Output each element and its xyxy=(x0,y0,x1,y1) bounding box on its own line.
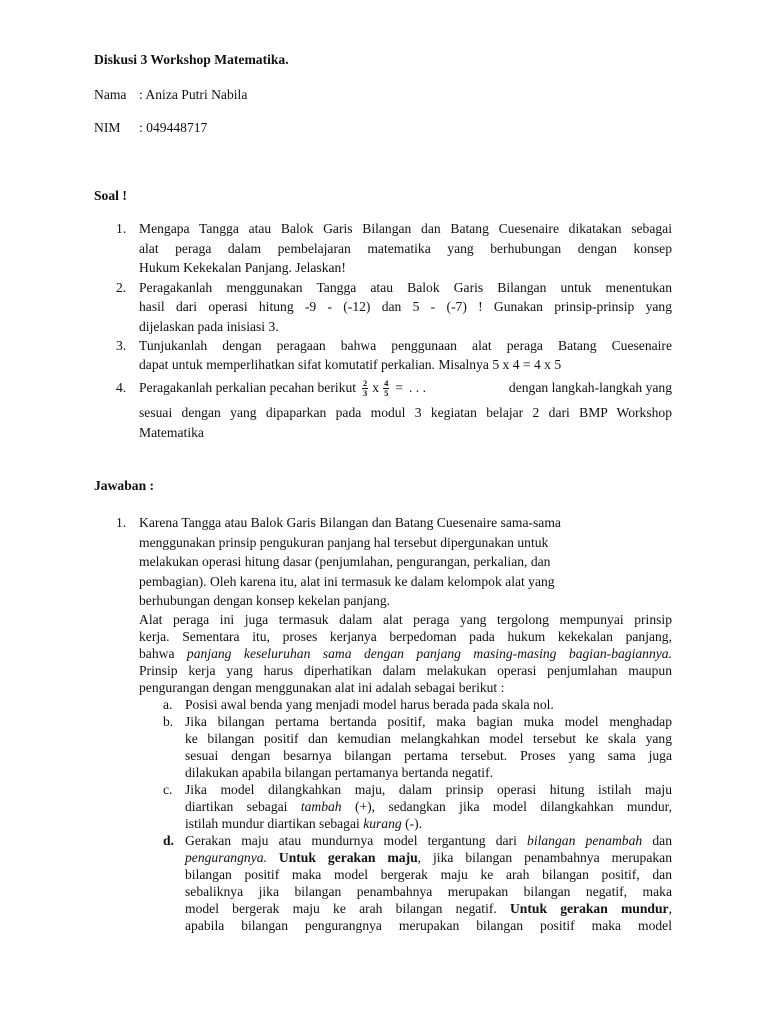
fraction-2-denominator: 5 xyxy=(384,387,389,398)
soal-1-line-1: Mengapa Tangga atau Balok Garis Bilangan dan Batang Cuesenaire dikatakan sebagai xyxy=(139,221,672,236)
sub-label-d: d. xyxy=(163,833,174,848)
soal-2-line-3: dijelaskan pada inisiasi 3. xyxy=(139,319,279,334)
soal-number-3: 3. xyxy=(116,338,127,353)
soal-number-2: 2. xyxy=(116,280,127,295)
para2-line-3-pre: bahwa xyxy=(139,646,187,661)
times-sign: x xyxy=(372,380,380,395)
jawaban-1-para2-line-1: Alat peraga ini juga termasuk dalam alat peraga yang tergolong mempunyai prinsip xyxy=(139,612,672,627)
sub-b-line-2: ke bilangan positif dan kemudian melangkahkan model tersebut ke skala yang xyxy=(185,731,672,746)
soal-4-line-2: sesuai dengan yang dipaparkan pada modul 3 kegiatan belajar 2 dari BMP Workshop xyxy=(139,405,672,420)
sub-c-line-3-italic: kurang xyxy=(363,816,402,831)
soal-number-4: 4. xyxy=(116,380,127,395)
sub-d-line-2-bold: Untuk gerakan maju xyxy=(266,850,418,865)
sub-d-line-1-pre: Gerakan maju atau mundurnya model tergantung dari xyxy=(185,833,528,848)
sub-d-line-6: apabila bilangan pengurangnya merupakan bilangan positif maka model xyxy=(185,918,672,933)
jawaban-1-line-3: melakukan operasi hitung dasar (penjumlahan, pengurangan, perkalian, dan xyxy=(139,554,551,569)
sub-d-line-2-italic: pengurangnya. xyxy=(185,850,267,865)
fraction-two-thirds xyxy=(362,379,368,398)
sub-d-line-3: bilangan positif maka model bergerak maju ke arah bilangan positif, dan xyxy=(185,867,672,882)
soal-number-1: 1. xyxy=(116,221,127,236)
soal-4-line-3: Matematika xyxy=(139,425,204,440)
soal-3-line-1: Tunjukanlah dengan peragaan bahwa penggunaan alat peraga Batang Cuesenaire xyxy=(139,338,672,353)
soal-1-line-2: alat peraga dalam pembelajaran matematika yang berhubungan dengan konsep xyxy=(139,241,672,256)
sub-c-line-3-post: (-). xyxy=(401,816,423,831)
soal-4-line-1-pre: Peragakanlah perkalian pecahan berikut xyxy=(139,380,357,395)
nim-value: : 049448717 xyxy=(139,120,208,135)
sub-d-line-1-post: dan xyxy=(642,833,672,848)
sub-c-line-2-pre: diartikan sebagai xyxy=(185,799,301,814)
fraction-1-numerator: 2 xyxy=(363,377,368,388)
sub-d-line-1 xyxy=(185,833,672,849)
sub-b-line-1: Jika bilangan pertama bertanda positif, maka bagian muka model menghadap xyxy=(185,714,672,729)
sub-label-b: b. xyxy=(163,714,174,729)
jawaban-1-para3-line-2: pengurangan dengan menggunakan alat ini adalah sebagai berikut : xyxy=(139,680,505,695)
soal-4-line-1-post: dengan langkah-langkah yang xyxy=(508,380,672,395)
sub-c-line-3 xyxy=(185,816,422,832)
jawaban-1-para2-line-3 xyxy=(139,646,672,662)
sub-b-line-4: dilakukan apabila bilangan pertamanya bertanda negatif. xyxy=(185,765,493,780)
jawaban-1-para2-line-2: kerja. Sementara itu, proses kerjanya berpedoman pada hukum kekekalan panjang, xyxy=(139,629,672,644)
document-title: Diskusi 3 Workshop Matematika. xyxy=(94,52,289,67)
sub-c-line-1: Jika model dilangkahkan maju, dalam prinsip operasi hitung istilah maju xyxy=(185,782,672,797)
jawaban-1-line-4: pembagian). Oleh karena itu, alat ini termasuk ke dalam kelompok alat yang xyxy=(139,574,555,589)
sub-d-line-4: sebaliknya jika bilangan penambahnya merupakan bilangan negatif, maka xyxy=(185,884,672,899)
sub-d-line-5 xyxy=(185,901,672,917)
sub-d-line-1-italic: bilangan penambah xyxy=(527,833,643,848)
soal-4-line-1 xyxy=(139,374,672,402)
jawaban-1-line-5: berhubungan dengan konsep kekelan panjang. xyxy=(139,593,391,608)
sub-d-line-2-post: , jika bilangan penambahnya merupakan xyxy=(417,850,672,865)
sub-label-c: c. xyxy=(163,782,173,797)
sub-d-line-5-bold: Untuk gerakan mundur xyxy=(496,901,669,916)
soal-3-line-2: dapat untuk memperlihatkan sifat komutatif perkalian. Misalnya 5 x 4 = 4 x 5 xyxy=(139,357,562,372)
sub-c-line-2-post: (+), sedangkan jika model dilangkahkan mundur, xyxy=(341,799,673,814)
para2-line-3-italic: panjang keseluruhan sama dengan panjang masing-masing bagian-bagiannya. xyxy=(186,646,672,661)
sub-b-line-3: sesuai dengan besarnya bilangan pertama tersebut. Proses yang sama juga xyxy=(185,748,672,763)
sub-c-line-3-pre: istilah mundur diartikan sebagai xyxy=(185,816,364,831)
soal-2-line-2: hasil dari operasi hitung -9 - (-12) dan 5 - (-7) ! Gunakan prinsip-prinsip yang xyxy=(139,299,672,314)
sub-c-line-2 xyxy=(185,799,672,815)
jawaban-1-line-1: Karena Tangga atau Balok Garis Bilangan dan Batang Cuesenaire sama-sama xyxy=(139,515,561,530)
sub-d-line-5-post: , xyxy=(668,901,672,916)
sub-a-line-1: Posisi awal benda yang menjadi model harus berada pada skala nol. xyxy=(185,697,554,712)
nama-label: Nama xyxy=(94,87,127,102)
equals-sign: = xyxy=(395,380,403,395)
jawaban-heading: Jawaban : xyxy=(94,478,155,493)
soal-2-line-1: Peragakanlah menggunakan Tangga atau Balok Garis Bilangan untuk menentukan xyxy=(139,280,672,295)
sub-d-line-2 xyxy=(185,850,672,866)
fraction-four-fifths xyxy=(383,379,389,398)
fraction-1-denominator: 3 xyxy=(363,387,368,398)
jawaban-1-line-2: menggunakan prinsip pengukuran panjang hal tersebut dipergunakan untuk xyxy=(139,535,549,550)
soal-1-line-3: Hukum Kekekalan Panjang. Jelaskan! xyxy=(139,260,346,275)
jawaban-number-1: 1. xyxy=(116,515,127,530)
sub-c-line-2-italic: tambah xyxy=(300,799,342,814)
sub-label-a: a. xyxy=(163,697,173,712)
nim-label: NIM xyxy=(94,120,121,135)
sub-d-line-5-pre: model bergerak maju ke arah bilangan negatif. xyxy=(185,901,497,916)
ellipsis: . . . xyxy=(408,380,426,395)
fraction-2-numerator: 4 xyxy=(384,377,389,388)
soal-heading: Soal ! xyxy=(94,188,127,203)
jawaban-1-para3-line-1: Prinsip kerja yang harus diperhatikan dalam melakukan operasi penjumlahan maupun xyxy=(139,663,672,678)
nama-value: : Aniza Putri Nabila xyxy=(139,87,248,102)
